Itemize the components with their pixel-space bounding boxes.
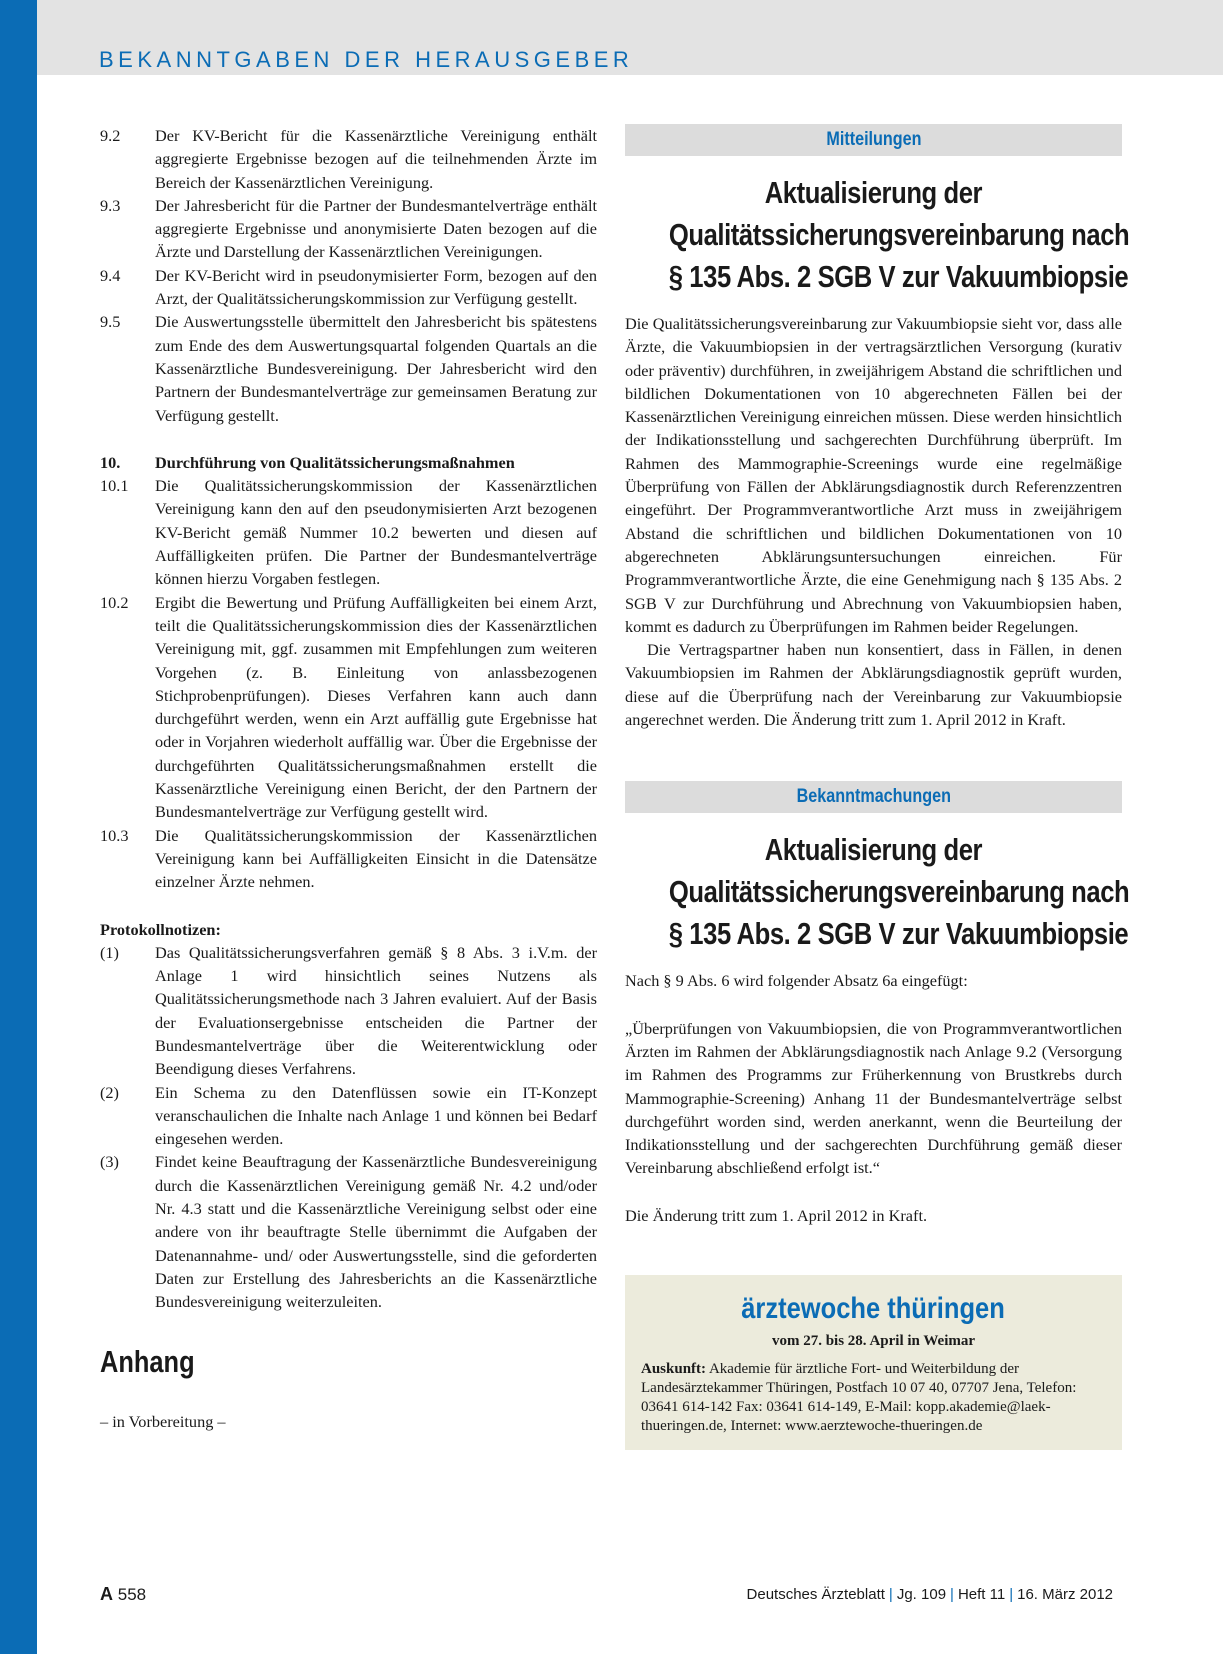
list-item: (2) Ein Schema zu den Datenflüssen sowie ein IT-Konzept veranschaulichen die Inhalte nach Anlage 1 und können bei Bedarf eingesehen werden. [100,1082,597,1149]
anhang-heading: Anhang [100,1343,195,1379]
page-number: A 558 [100,1584,147,1604]
list-9 [100,124,597,427]
event-title: ärztewoche thüringen [741,1292,1006,1326]
paragraph: Nach § 9 Abs. 6 wird folgender Absatz 6a eingefügt: [625,971,968,991]
list-item: (1) Das Qualitätssicherungsverfahren gemäß § 8 Abs. 3 i.V.m. der Anlage 1 wird hinsichtlich seines Nutzens als Qualitätssicherungsmethode nach 3 Jahren evaluiert. Auf der Basis der Evaluationsergebnisse entscheiden die Partner der Bundesmantelverträge über die Weiterentwicklung oder Beendigung dieses Verfahrens. [100,942,597,1079]
article-mitteilungen [625,124,1130,731]
section-header [37,0,1223,75]
list-item: 9.4 Der KV-Bericht wird in pseudonymisierter Form, bezogen auf den Arzt, der Qualitätssicherungskommission zur Verfügung gestellt. [100,265,597,309]
list-item: 9.2 Der KV-Bericht für die Kassenärztliche Vereinigung enthält aggregierte Ergebnisse bezogen auf die teilnehmenden Ärzte im Bereich der Kassenärztlichen Vereinigung. [100,126,597,192]
separator: | [950,1586,954,1603]
category-band: Mitteilungen [625,124,1122,156]
left-column [100,124,597,1432]
list-item: 9.3 Der Jahresbericht für die Partner der Bundesmantelverträge enthält aggregierte Ergebnisse und anonymisierte Daten bezogen auf die Ärzte und Darstellung der Kassenärztlichen Vereinigungen. [100,195,597,262]
article-title: Aktualisierung der Qualitätssicherungsvereinbarung nach § 135 Abs. 2 SGB V zur Vakuumbiopsie [668,833,1130,952]
sidebar-stripe [0,0,37,1654]
section-10-heading: 10. Durchführung von Qualitätssicherungsmaßnahmen [100,452,515,472]
event-date: vom 27. bis 28. April in Weimar [771,1333,976,1350]
separator: | [1009,1586,1014,1603]
footer-citation: Deutsches Ärzteblatt | Jg. 109 | Heft 11 | 16. März 2012 [746,1586,1113,1603]
list-10 [100,474,597,893]
list-item: 10.3 Die Qualitätssicherungskommission der Kassenärztlichen Vereinigung kann bei Auffälligkeiten Einsicht in die Datensätze einzelner Ärzte nehmen. [100,825,597,892]
category-band: Bekanntmachungen [625,781,1122,813]
right-column [625,124,1130,1450]
protokoll-heading: Protokollnotizen: [100,919,221,939]
anhang-subtitle: – in Vorbereitung – [100,1411,226,1431]
article-title: Aktualisierung der Qualitätssicherungsvereinbarung nach § 135 Abs. 2 SGB V zur Vakuumbiopsie [668,176,1130,294]
paragraph: Die Änderung tritt zum 1. April 2012 in Kraft. [625,1205,928,1225]
list-item: 10.2 Ergibt die Bewertung und Prüfung Auffälligkeiten bei einem Arzt, teilt die Qualitätssicherungskommission dies der Kassenärztlichen Vereinigung mit, ggf. zusammen mit Empfehlungen zum weiteren Vorgehen (z. B. Einleitung von anlassbezogenen Stichprobenprüfungen). Dieses Verfahren kann auch dann durchgeführt werden, wenn ein Arzt auffällig gute Ergebnisse hat oder in Vorjahren wiederholt auffällig war. Über die Ergebnisse der durchgeführten Qualitätssicherungsmaßnahmen erstellt die Kassenärztliche Vereinigung einen Bericht, der den Partnern der Bundesmantelverträge zur Verfügung gestellt wird. [100,592,597,822]
list-item: 9.5 Die Auswertungsstelle übermittelt den Jahresbericht bis spätestens zum Ende des dem Auswertungsquartal folgenden Quartals an die Kassenärztliche Bundesvereinigung. Der Jahresbericht wird den Partnern der Bundesmantelverträge zur gemeinsamen Beratung zur Verfügung gestellt. [100,312,597,425]
event-info: Auskunft: Akademie für ärztliche Fort- und Weiterbildung der Landesärztekammer Thüringen, Postfach 10 07 40, 07707 Jena, Telefon: 03641 614-142 Fax: 03641 614-149, E-Mail: kopp.akademie@laek-thueringen.de, Internet: www.aerztewoche-thueringen.de [641,1361,1077,1435]
event-box [625,1275,1122,1450]
list-item: 10.1 Die Qualitätssicherungskommission der Kassenärztlichen Vereinigung kann den auf den pseudonymisierten Arzt bezogenen KV-Bericht gemäß Nummer 10.2 bewerten und diesen auf Auffälligkeiten prüfen. Die Partner der Bundesmantelverträge können hierzu Vorgaben festlegen. [100,476,597,589]
article-bekanntmachungen [625,781,1130,1227]
separator: | [888,1586,893,1603]
protokoll-list [100,941,597,1314]
list-item: (3) Findet keine Beauftragung der Kassenärztliche Bundesvereinigung durch die Kassenärztlichen Vereinigung gemäß Nr. 4.2 und/oder Nr. 4.3 statt und die Kassenärztliche Vereinigung selbst oder eine andere von ihr beauftragte Stelle übernimmt die Aufgaben der Datenannahme- und/ oder Auswertungsstelle, sind die geforderten Daten zur Erstellung des Jahresberichts an die Kassenärztliche Bundesvereinigung weiterzuleiten. [100,1152,597,1312]
section-title: BEKANNTGABEN DER HERAUSGEBER [99,47,634,72]
paragraph: Die Qualitätssicherungsvereinbarung zur Vakuumbiopsie sieht vor, dass alle Ärzte, die Vakuumbiopsien in der vertragsärztlichen Versorgung (kurativ oder präventiv) durchführen, in zweijährigem Abstand die schriftlichen und bildlichen Dokumentationen von 10 abgerechneten Fällen bei der Kassenärztlichen Vereinigung einreichen müssen. Diese werden hinsichtlich der Indikationsstellung und sachgerechten Durchführung überprüft. Im Rahmen des Mammographie-Screenings wurde eine regelmäßige Überprüfung von Fällen der Abklärungsdiagnostik durch Referenzzentren eingeführt. Der Programmverantwortliche Arzt muss in zweijährigem Abstand die schriftlichen und bildlichen Dokumentationen von 10 abgerechneten Abklärungsuntersuchungen einreichen. Für Programmverantwortliche Ärzte, die eine Genehmigung nach § 135 Abs. 2 SGB V zur Durchführung und Abrechnung von Vakuumbiopsien haben, kommt es dadurch zu Überprüfungen im Rahmen beider Regelungen. [625,314,1122,636]
quoted-paragraph: „Überprüfungen von Vakuumbiopsien, die von Programmverantwortlichen Ärzten im Rahmen der Abklärungsdiagnostik nach Anlage 9.2 (Versorgung im Rahmen des Programms zur Früherkennung von Brustkrebs durch Mammographie-Screening) Anhang 11 der Bundesmantelverträge selbst durchgeführt worden sind, werden anerkannt, wenn die Beurteilung der Indikationsstellung und der sachgerechten Durchführung gemäß dieser Vereinbarung abschließend erfolgt ist.“ [625,1018,1122,1178]
paragraph: Die Vertragspartner haben nun konsentiert, dass in Fällen, in denen Vakuumbiopsien im Rahmen der Abklärungsdiagnostik geprüft wurden, diese auf die Überprüfung nach der Vereinbarung zur Vakuumbiopsie angerechnet werden. Die Änderung tritt zum 1. April 2012 in Kraft. [625,640,1122,730]
